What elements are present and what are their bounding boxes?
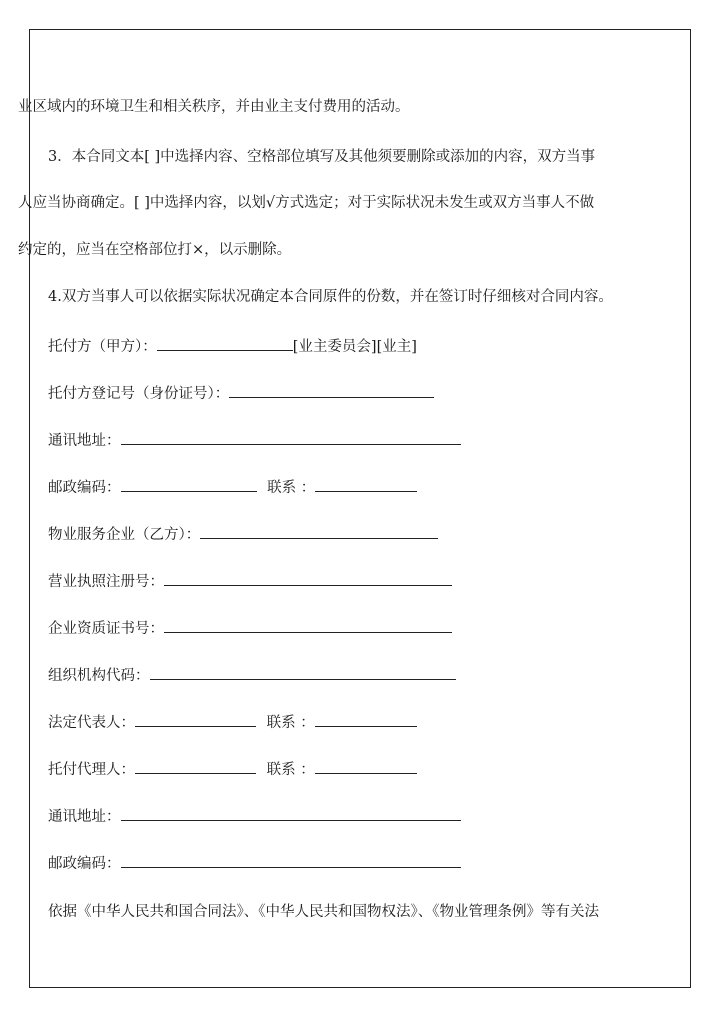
client-postcode-row bbox=[48, 477, 417, 498]
agent-field[interactable] bbox=[135, 759, 256, 774]
agent-row bbox=[48, 759, 417, 780]
intro-line-3: 人应当协商确定。[ ]中选择内容，以划√方式选定；对于实际状况未发生或双方当事人不做 bbox=[18, 195, 595, 211]
client-options: [业主委员会][业主] bbox=[292, 339, 417, 355]
intro-line-5: 4.双方当事人可以依据实际状况确定本合同原件的份数，并在签订时仔细核对合同内容。 bbox=[48, 289, 613, 305]
qualification-row bbox=[48, 618, 452, 639]
agent-label: 托付代理人： bbox=[48, 762, 135, 778]
agent-contact-field[interactable] bbox=[315, 759, 417, 774]
agent-contact-label: 联系 ： bbox=[266, 762, 315, 778]
company-postcode-field[interactable] bbox=[121, 853, 461, 868]
client-address-row bbox=[48, 430, 461, 451]
client-contact-label: 联系 ： bbox=[267, 480, 316, 496]
business-license-label: 营业执照注册号： bbox=[48, 574, 164, 590]
client-address-field[interactable] bbox=[121, 430, 461, 445]
client-row bbox=[48, 336, 417, 357]
legal-rep-contact-field[interactable] bbox=[315, 712, 417, 727]
company-postcode-row bbox=[48, 853, 461, 874]
legal-rep-label: 法定代表人： bbox=[48, 715, 135, 731]
qualification-label: 企业资质证书号： bbox=[48, 621, 164, 637]
legal-rep-field[interactable] bbox=[135, 712, 256, 727]
org-code-label: 组织机构代码： bbox=[48, 668, 150, 684]
client-name-field[interactable] bbox=[157, 336, 293, 351]
client-label: 托付方（甲方）： bbox=[48, 339, 157, 355]
company-address-label: 通讯地址： bbox=[48, 809, 121, 825]
company-label: 物业服务企业（乙方）： bbox=[48, 527, 201, 543]
client-reg-field[interactable] bbox=[229, 383, 434, 398]
company-address-row bbox=[48, 806, 461, 827]
intro-line-1: 业区域内的环境卫生和相关秩序，并由业主支付费用的活动。 bbox=[18, 99, 410, 115]
org-code-row bbox=[48, 665, 456, 686]
legal-rep-contact-label: 联系 ： bbox=[266, 715, 315, 731]
business-license-field[interactable] bbox=[164, 571, 452, 586]
legal-rep-row bbox=[48, 712, 417, 733]
client-postcode-field[interactable] bbox=[121, 477, 257, 492]
company-row bbox=[48, 524, 438, 545]
qualification-field[interactable] bbox=[164, 618, 452, 633]
company-name-field[interactable] bbox=[200, 524, 438, 539]
client-postcode-label: 邮政编码： bbox=[48, 480, 121, 496]
company-postcode-label: 邮政编码： bbox=[48, 856, 121, 872]
page-border bbox=[29, 29, 691, 988]
closing-line: 依据《中华人民共和国合同法》、《中华人民共和国物权法》、《物业管理条例》等有关法 bbox=[48, 904, 599, 920]
client-reg-row bbox=[48, 383, 434, 404]
client-contact-field[interactable] bbox=[315, 477, 417, 492]
client-reg-label: 托付方登记号（身份证号）： bbox=[48, 386, 230, 402]
intro-line-4: 约定的，应当在空格部位打×，以示删除。 bbox=[18, 242, 292, 258]
client-address-label: 通讯地址： bbox=[48, 433, 121, 449]
intro-line-2: 3．本合同文本[ ]中选择内容、空格部位填写及其他须要删除或添加的内容，双方当事 bbox=[48, 149, 596, 165]
business-license-row bbox=[48, 571, 452, 592]
org-code-field[interactable] bbox=[150, 665, 456, 680]
company-address-field[interactable] bbox=[121, 806, 461, 821]
